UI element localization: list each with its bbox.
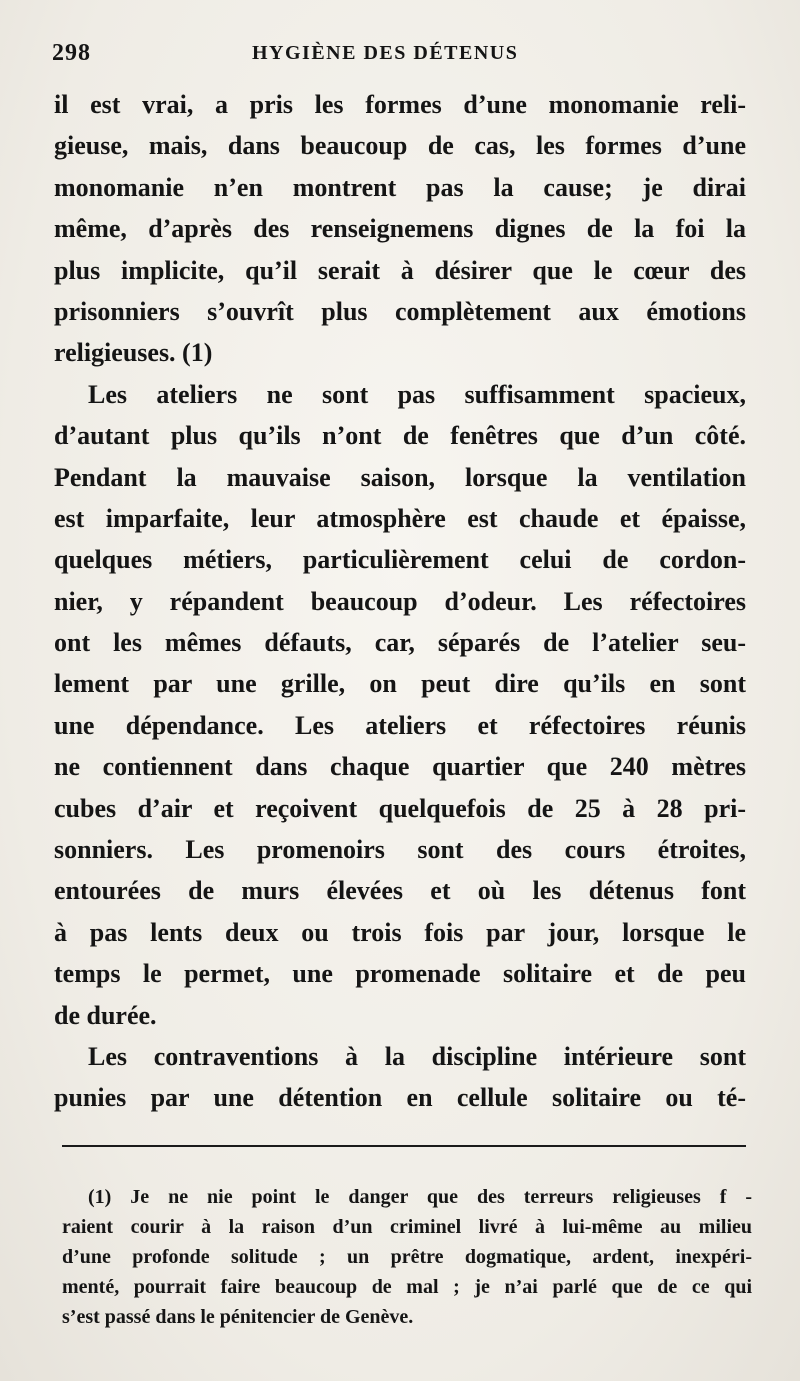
body-text xyxy=(54,84,746,1119)
text-line: monomanie n’en montrent pas la cause; je dirai xyxy=(54,172,746,202)
page-number: 298 xyxy=(52,40,91,66)
page-header xyxy=(52,40,752,80)
text-line: gieuse, mais, dans beaucoup de cas, les formes d’une xyxy=(54,131,746,161)
text-line: ont les mêmes défauts, car, séparés de l’atelier seu- xyxy=(54,628,746,658)
text-line: entourées de murs élevées et où les détenus font xyxy=(54,876,746,906)
text-line: il est vrai, a pris les formes d’une monomanie reli- xyxy=(54,90,746,119)
text-line: temps le permet, une promenade solitaire et de peu xyxy=(54,959,746,989)
text-line: plus implicite, qu’il serait à désirer que le cœur des xyxy=(54,255,746,285)
text-line: lement par une grille, on peut dire qu’ils en sont xyxy=(54,669,746,699)
text-line: même, d’après des renseignemens dignes de la foi la xyxy=(54,214,746,244)
text-line: nier, y répandent beaucoup d’odeur. Les réfectoires xyxy=(54,586,746,616)
text-line: sonniers. Les promenoirs sont des cours étroites, xyxy=(54,835,746,865)
text-line: Les contraventions à la discipline intérieure sont xyxy=(88,1041,746,1071)
text-line: une dépendance. Les ateliers et réfectoires réunis xyxy=(54,710,746,740)
text-line: d’autant plus qu’ils n’ont de fenêtres que d’un côté. xyxy=(54,421,746,451)
footnote-line: raient courir à la raison d’un criminel livré à lui-même au milieu xyxy=(62,1216,752,1238)
text-line: religieuses. (1) xyxy=(54,338,213,368)
footnote-rule xyxy=(62,1145,746,1147)
running-title: HYGIÈNE DES DÉTENUS xyxy=(252,42,519,64)
text-line: punies par une détention en cellule solitaire ou té- xyxy=(54,1083,746,1113)
footnote-line: (1) Je ne nie point le danger que des terreurs religieuses f - xyxy=(88,1186,752,1208)
text-line: est imparfaite, leur atmosphère est chaude et épaisse, xyxy=(54,503,746,533)
footnote-line: d’une profonde solitude ; un prêtre dogmatique, ardent, inexpéri- xyxy=(62,1246,752,1268)
text-line: prisonniers s’ouvrît plus complètement aux émotions xyxy=(54,296,746,326)
text-line: de durée. xyxy=(54,1000,157,1030)
footnote xyxy=(62,1182,752,1332)
text-line: ne contiennent dans chaque quartier que 240 mètres xyxy=(54,752,746,782)
footnote-line: menté, pourrait faire beaucoup de mal ; je n’ai parlé que de ce qui xyxy=(62,1276,752,1298)
text-line: à pas lents deux ou trois fois par jour, lorsque le xyxy=(54,917,746,947)
text-line: Les ateliers ne sont pas suffisamment spacieux, xyxy=(88,379,746,409)
footnote-line: s’est passé dans le pénitencier de Genève. xyxy=(62,1306,414,1328)
text-line: quelques métiers, particulièrement celui de cordon- xyxy=(54,545,746,575)
text-line: Pendant la mauvaise saison, lorsque la ventilation xyxy=(54,462,746,492)
text-line: cubes d’air et reçoivent quelquefois de 25 à 28 pri- xyxy=(54,793,746,823)
